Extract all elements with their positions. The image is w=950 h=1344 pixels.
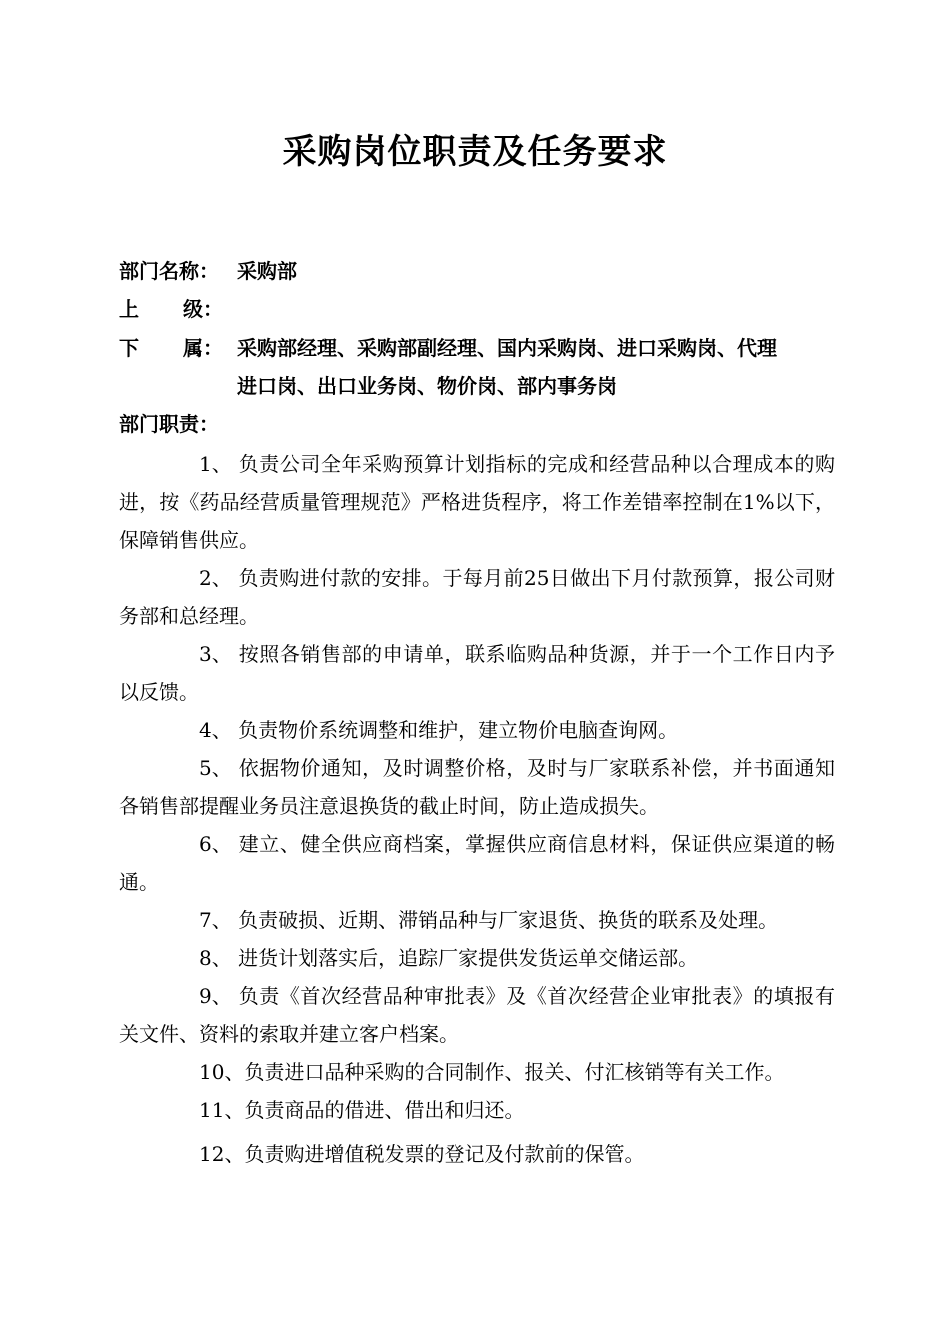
duty-text: 负责进口品种采购的合同制作、报关、付汇核销等有关工作。 <box>244 1060 785 1084</box>
duty-item <box>119 559 835 635</box>
document-title: 采购岗位职责及任务要求 <box>282 132 668 172</box>
duty-number: 8、 <box>199 946 232 970</box>
duty-number: 1、 <box>199 452 232 476</box>
duty-item <box>119 1135 835 1173</box>
duty-number: 5、 <box>199 756 232 780</box>
superior-label-char-1: 上 <box>119 297 139 321</box>
duty-text: 负责破损、近期、滞销品种与厂家退货、换货的联系及处理。 <box>238 908 779 932</box>
duty-number: 4、 <box>199 718 232 742</box>
duty-number: 11、 <box>199 1098 245 1122</box>
duty-item <box>119 1053 835 1091</box>
duty-item <box>119 901 835 939</box>
duty-text: 负责购进付款的安排。于每月前25日做出下月付款预算，报公司财务部和总经理。 <box>119 566 836 628</box>
superior-label-char-2: 级： <box>183 297 223 321</box>
duty-number: 2、 <box>199 566 232 590</box>
duty-text: 负责物价系统调整和维护，建立物价电脑查询网。 <box>238 718 679 742</box>
duty-number: 3、 <box>199 642 232 666</box>
duty-text: 负责商品的借进、借出和归还。 <box>244 1098 525 1122</box>
duty-item <box>119 749 835 825</box>
subordinates-line-1: 采购部经理、采购部副经理、国内采购岗、进口采购岗、代理 <box>237 336 777 360</box>
duty-item <box>119 977 835 1053</box>
department-label: 部门名称： <box>119 259 219 283</box>
duty-item <box>119 635 835 711</box>
department-row <box>119 252 839 290</box>
duty-text: 负责购进增值税发票的登记及付款前的保管。 <box>244 1142 645 1166</box>
duty-number: 6、 <box>199 832 232 856</box>
subordinates-value <box>237 329 837 405</box>
duty-text: 负责《首次经营品种审批表》及《首次经营企业审批表》的填报有关文件、资料的索取并建立客户档案。 <box>119 984 836 1046</box>
duty-text: 建立、健全供应商档案，掌握供应商信息材料，保证供应渠道的畅通。 <box>119 832 836 894</box>
duty-text: 进货计划落实后，追踪厂家提供发货运单交储运部。 <box>238 946 699 970</box>
duties-list <box>119 445 835 1173</box>
duty-item <box>119 711 835 749</box>
duty-number: 9、 <box>199 984 232 1008</box>
duty-item <box>119 825 835 901</box>
subordinates-row <box>119 329 839 405</box>
superior-row <box>119 290 839 328</box>
subordinates-label-char-2: 属： <box>183 336 223 360</box>
duty-number: 10、 <box>199 1060 245 1084</box>
duty-item <box>119 1091 835 1129</box>
department-value: 采购部 <box>237 259 297 283</box>
superior-label <box>119 290 237 328</box>
duty-text: 负责公司全年采购预算计划指标的完成和经营品种以合理成本的购进，按《药品经营质量管理规范》严格进货程序，将工作差错率控制在1%以下，保障销售供应。 <box>119 452 836 552</box>
duties-heading: 部门职责： <box>119 412 219 436</box>
duty-number: 12、 <box>199 1142 245 1166</box>
duty-text: 依据物价通知，及时调整价格，及时与厂家联系补偿，并书面通知各销售部提醒业务员注意退换货的截止时间，防止造成损失。 <box>119 756 836 818</box>
duty-text: 按照各销售部的申请单，联系临购品种货源，并于一个工作日内予以反馈。 <box>119 642 836 704</box>
duty-item <box>119 445 835 559</box>
duty-number: 7、 <box>199 908 232 932</box>
subordinates-line-2: 进口岗、出口业务岗、物价岗、部内事务岗 <box>237 374 617 398</box>
subordinates-label <box>119 329 237 367</box>
duty-item <box>119 939 835 977</box>
subordinates-label-char-1: 下 <box>119 336 139 360</box>
